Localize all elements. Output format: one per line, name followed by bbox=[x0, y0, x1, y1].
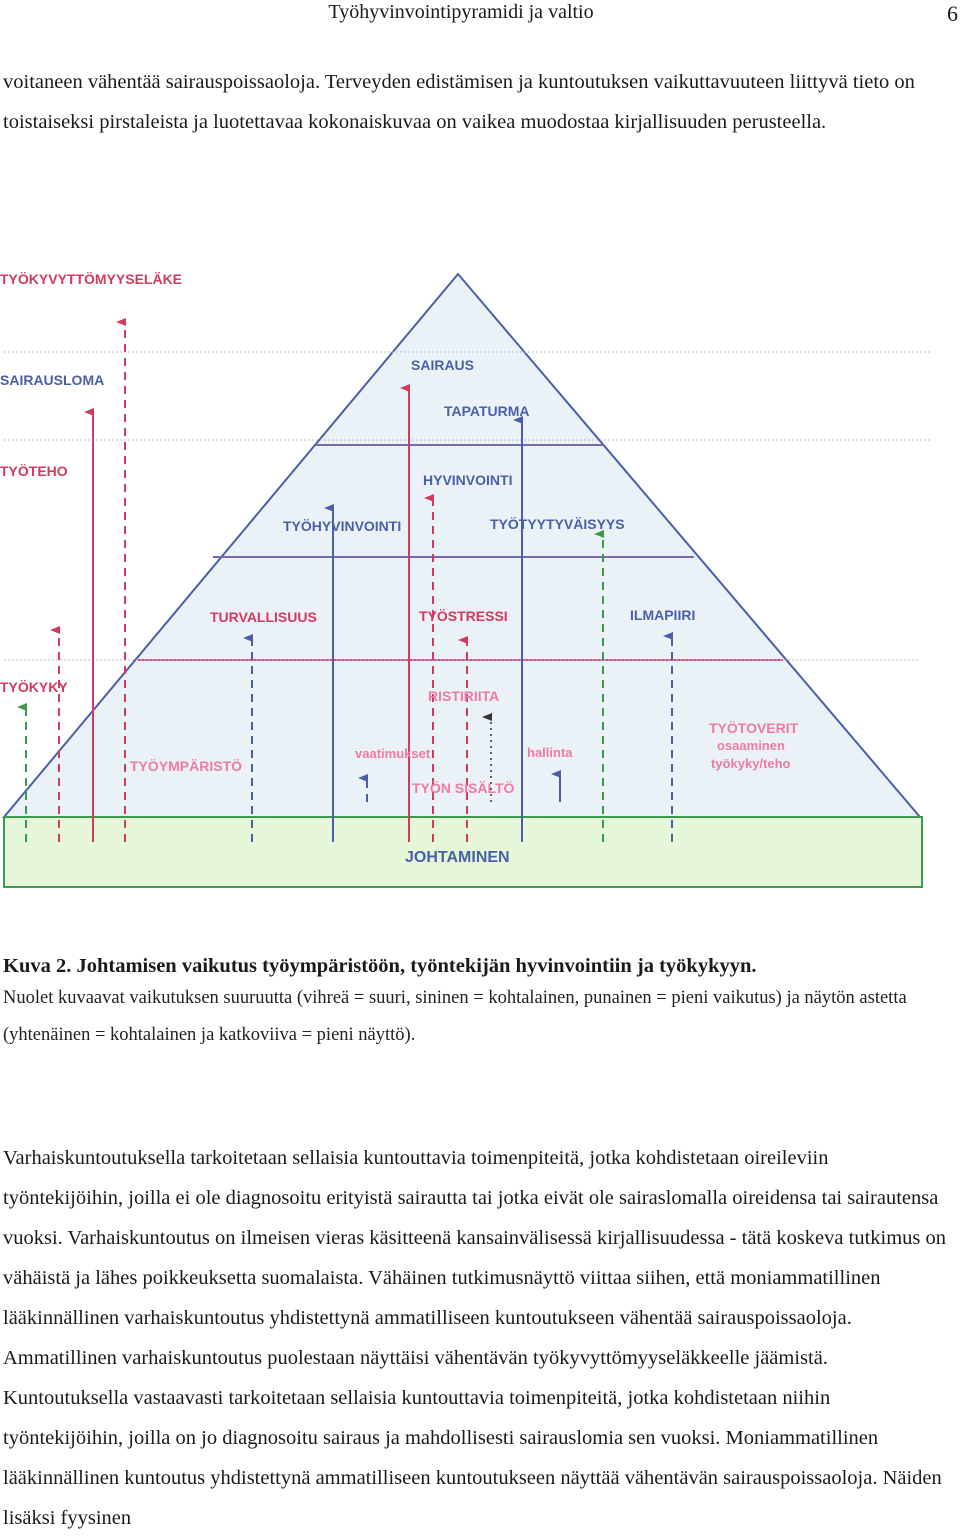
label-hyvinvointi: HYVINVOINTI bbox=[423, 472, 513, 488]
label-tyoymparisto: TYÖYMPÄRISTÖ bbox=[130, 758, 243, 774]
label-turvallisuus: TURVALLISUUS bbox=[210, 609, 317, 625]
page-header bbox=[0, 0, 960, 26]
caption-title: Kuva 2. Johtamisen vaikutus työympäristöön, työntekijän hyvinvointiin ja työkykyyn. bbox=[3, 955, 757, 977]
label-tyokyvyttomyyselake: TYÖKYVYTTÖMYYSELÄKE bbox=[0, 271, 183, 287]
label-tapaturma: TAPATURMA bbox=[444, 403, 530, 419]
body-paragraph: Varhaiskuntoutuksella tarkoitetaan sellaisia kuntouttavia toimenpiteitä, jotka kohdistetaan oireileviin työntekijöihin, joilla ei ole diagnosoitu erityistä sairautta tai jotka eivät ole sairaslomalla oireidensa tai sairautensa vuoksi. Varhaiskuntoutus on ilmeisen vieras käsitteenä kansainvälisessä kirjallisuudessa - tätä koskeva tutkimus on vähäistä ja lähes poikkeuksetta suomalaista. Vähäinen tutkimusnäyttö viittaa siihen, että moniammatillinen lääkinnällinen varhaiskuntoutus yhdistettynä ammatilliseen kuntoutukseen vähentää sairauspoissaoloja. Ammatillinen varhaiskuntoutus puolestaan näyttäisi vähentävän työkyvyttömyyseläkkeelle jäämistä. Kuntoutuksella vastaavasti tarkoitetaan sellaisia kuntouttavia toimenpiteitä, jotka kohdistetaan niihin työntekijöihin, joilla on jo diagnosoitu sairaus ja mahdollisesti sairauslomia sen vuoksi. Moniammatillinen lääkinnällinen kuntoutus yhdistettynä ammatilliseen kuntoutukseen näyttää vähentävän sairauspoissaoloja. Näiden lisäksi fyysinen bbox=[3, 1147, 947, 1529]
intro-paragraph: voitaneen vähentää sairauspoissaoloja. Terveyden edistämisen ja kuntoutuksen vaikuttavuuteen liittyvä tieto on toistaiseksi pirstaleista ja luotettavaa kokonaiskuvaa on vaikea muodostaa kirjallisuuden perusteella. bbox=[3, 71, 915, 133]
page-number: 6 bbox=[947, 1, 958, 26]
label-tyotoverit: TYÖTOVERIT bbox=[709, 720, 799, 736]
label-ilmapiiri: ILMAPIIRI bbox=[630, 607, 696, 623]
label-ristiriita: RISTIRIITA bbox=[428, 688, 500, 704]
label-osaaminen: osaaminen bbox=[717, 738, 785, 753]
label-sairaus: SAIRAUS bbox=[411, 357, 475, 373]
figure-caption bbox=[3, 952, 953, 1054]
label-sairausloma: SAIRAUSLOMA bbox=[0, 372, 105, 388]
pyramid-figure bbox=[0, 262, 940, 902]
label-tyokyky-teho: työkyky/teho bbox=[711, 756, 791, 771]
label-tyokyky: TYÖKYKY bbox=[0, 679, 68, 695]
label-vaatimukset: vaatimukset bbox=[355, 746, 431, 761]
label-tyon-sisalto: TYÖN SISÄLTÖ bbox=[412, 780, 515, 796]
pyramid-diagram bbox=[0, 262, 940, 902]
label-tyohyvinvointi: TYÖHYVINVOINTI bbox=[283, 518, 402, 534]
running-title: Työhyvinvointipyramidi ja valtio bbox=[328, 1, 594, 23]
label-tyostressi: TYÖSTRESSI bbox=[419, 608, 508, 624]
label-tyotyytyvaisyys: TYÖTYYTYVÄISYYS bbox=[490, 516, 625, 532]
label-hallinta: hallinta bbox=[527, 745, 573, 760]
caption-text: Nuolet kuvaavat vaikutuksen suuruutta (vihreä = suuri, sininen = kohtalainen, punainen = pieni vaikutus) ja näytön astetta (yhtenäinen = kohtalainen ja katkoviiva = pieni näyttö). bbox=[3, 988, 907, 1045]
label-johtaminen: JOHTAMINEN bbox=[405, 849, 510, 866]
label-tyoteho: TYÖTEHO bbox=[0, 463, 68, 479]
